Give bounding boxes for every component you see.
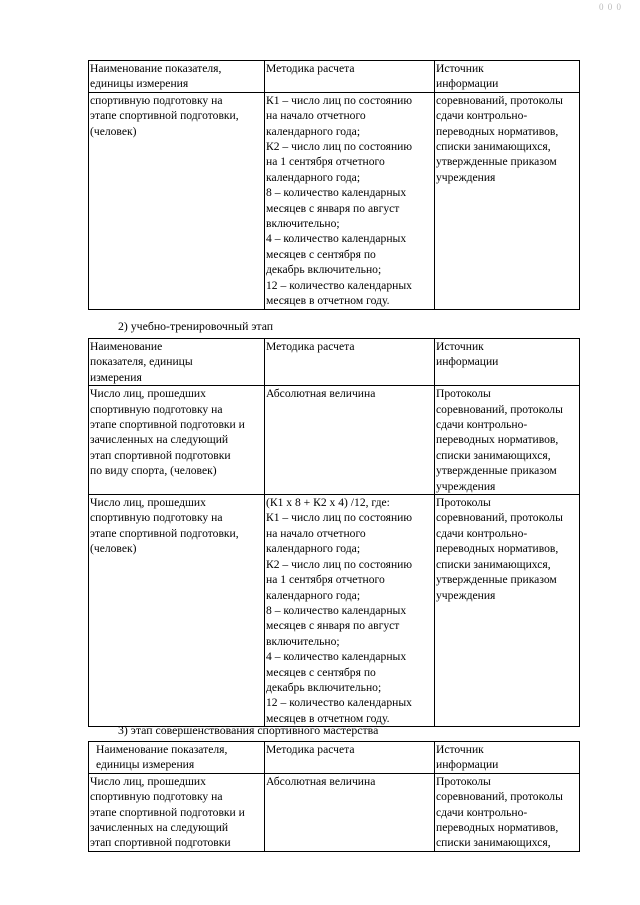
cell-indicator: Число лиц, прошедших спортивную подготовку на этапе спортивной подготовки и зачисленных на следующий этап спортивной подготовки по виду спорта, (человек) bbox=[89, 386, 265, 495]
header-cell-indicator: Наименование показателя, единицы измерения bbox=[89, 61, 265, 93]
cell-indicator: Число лиц, прошедших спортивную подготовку на этапе спортивной подготовки и зачисленных на следующий этап спортивной подготовки bbox=[89, 773, 265, 851]
section-title-3: 3) этап совершенствования спортивного мастерства bbox=[118, 723, 379, 737]
header-cell-method: Методика расчета bbox=[265, 61, 435, 93]
cell-indicator: спортивную подготовку на этапе спортивной подготовки, (человек) bbox=[89, 92, 265, 309]
table-row bbox=[89, 92, 580, 309]
table-header-row bbox=[89, 742, 580, 774]
table-row bbox=[89, 495, 580, 727]
header-cell-source: Источник информации bbox=[435, 61, 580, 93]
table-header-row bbox=[89, 61, 580, 93]
indicator-table-2 bbox=[88, 338, 580, 727]
cell-method: Абсолютная величина bbox=[265, 773, 435, 851]
table-row bbox=[89, 773, 580, 851]
section-title-2: 2) учебно-тренировочный этап bbox=[118, 319, 274, 333]
header-cell-source: Источник информации bbox=[435, 339, 580, 386]
indicator-table-3 bbox=[88, 741, 580, 852]
indicator-table-1 bbox=[88, 60, 580, 310]
table-row bbox=[89, 386, 580, 495]
cell-method: (К1 х 8 + К2 х 4) /12, где: К1 – число лиц по состоянию на начало отчетного календарного года; К2 – число лиц по состоянию на 1 сентября отчетного календарного года; 8 – количество календарных месяцев с января по август включительно; 4 – количество календарных месяцев с сентября по декабрь включительно; 12 – количество календарных месяцев в отчетном году. bbox=[265, 495, 435, 727]
cell-source: Протоколы соревнований, протоколы сдачи контрольно- переводных нормативов, списки занимающихся, утвержденные приказом учреждения bbox=[435, 495, 580, 727]
cell-method: К1 – число лиц по состоянию на начало отчетного календарного года; К2 – число лиц по состоянию на 1 сентября отчетного календарного года; 8 – количество календарных месяцев с января по август включительно; 4 – количество календарных месяцев с сентября по декабрь включительно; 12 – количество календарных месяцев в отчетном году. bbox=[265, 92, 435, 309]
header-cell-method: Методика расчета bbox=[265, 742, 435, 774]
table-header-row bbox=[89, 339, 580, 386]
header-cell-source: Источник информации bbox=[435, 742, 580, 774]
header-cell-indicator: Наименование показателя, единицы измерения bbox=[89, 742, 265, 774]
cell-source: Протоколы соревнований, протоколы сдачи контрольно- переводных нормативов, списки занимающихся, bbox=[435, 773, 580, 851]
cell-indicator: Число лиц, прошедших спортивную подготовку на этапе спортивной подготовки, (человек) bbox=[89, 495, 265, 727]
cell-source: соревнований, протоколы сдачи контрольно- переводных нормативов, списки занимающихся, утвержденные приказом учреждения bbox=[435, 92, 580, 309]
page-mark: 0 0 0 bbox=[599, 2, 622, 12]
header-cell-method: Методика расчета bbox=[265, 339, 435, 386]
header-cell-indicator: Наименование показателя, единицы измерения bbox=[89, 339, 265, 386]
cell-source: Протоколы соревнований, протоколы сдачи контрольно- переводных нормативов, списки занимающихся, утвержденные приказом учреждения bbox=[435, 386, 580, 495]
cell-method: Абсолютная величина bbox=[265, 386, 435, 495]
